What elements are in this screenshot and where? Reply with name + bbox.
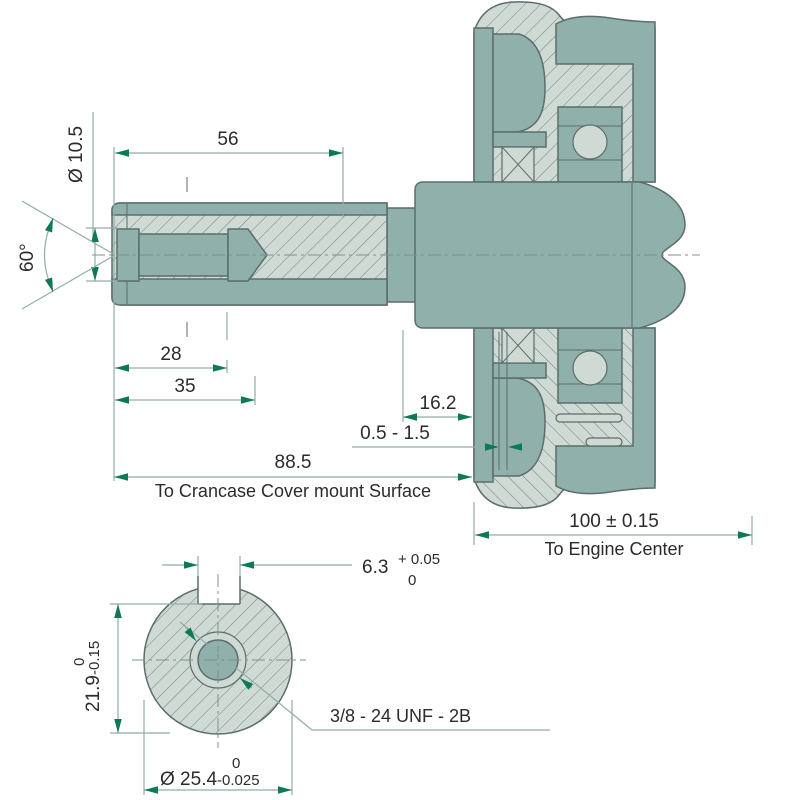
bearing-ball-top	[573, 125, 607, 159]
dim-thread-depth-label: 28	[160, 344, 182, 365]
mount-note: To Crancase Cover mount Surface	[154, 481, 432, 501]
dim-key-flat-tol-upper: 0	[71, 657, 88, 666]
dim-keyway-width-label: 6.3	[362, 557, 389, 578]
bearing-ball-bottom	[573, 351, 607, 385]
oil-seal-top	[502, 147, 534, 182]
cover-mount-wall	[474, 28, 493, 182]
dim-shaft-dia-tol-upper: 0	[232, 755, 241, 772]
engine-center-note: To Engine Center	[544, 539, 684, 559]
crankcase-cover-top	[474, 2, 655, 182]
keyway-slot	[198, 576, 240, 604]
dim-pilot-label: 16.2	[419, 393, 457, 414]
dim-clearance-label: 0.5 - 1.5	[360, 423, 430, 444]
dim-engine-center-label: 100 ± 0.15	[569, 511, 659, 532]
dim-hole-dia-label: Ø 10.5	[66, 125, 87, 183]
cover-cast-pocket-bottom	[493, 378, 545, 476]
dim-key-flat-label: 21.9-0.15	[83, 640, 104, 712]
dim-keyway-width-tol-lower: 0	[408, 572, 417, 589]
cover-boss-bar	[493, 132, 546, 147]
dim-mount-label: 88.5	[274, 452, 312, 473]
ball-bearing-bottom	[558, 328, 622, 403]
dimensions-end-view	[71, 551, 550, 795]
thread-spec-label: 3/8 - 24 UNF - 2B	[330, 706, 472, 726]
dim-shaft-dia-label: Ø 25.4-0.025	[160, 769, 260, 790]
cover-boss-bar-bottom	[493, 363, 546, 378]
shaft-top-band	[112, 203, 387, 215]
dim-drill-depth-label: 35	[174, 376, 196, 397]
dim-shaft-length-label: 56	[217, 129, 239, 150]
ball-bearing-top	[558, 107, 622, 182]
dim-keyway-width-tol-upper: + 0.05	[398, 551, 441, 568]
gasket-slot-1	[556, 414, 622, 422]
end-view	[132, 574, 306, 748]
gasket-slot-2	[586, 438, 622, 446]
dim-chamfer-angle-label: 60°	[17, 243, 38, 272]
cover-mount-wall-bottom	[474, 328, 493, 482]
shaft-bottom-band	[112, 279, 387, 305]
crankcase-cover-bottom	[474, 328, 655, 508]
pto-shaft	[92, 177, 700, 337]
cover-cast-pocket	[493, 34, 545, 132]
